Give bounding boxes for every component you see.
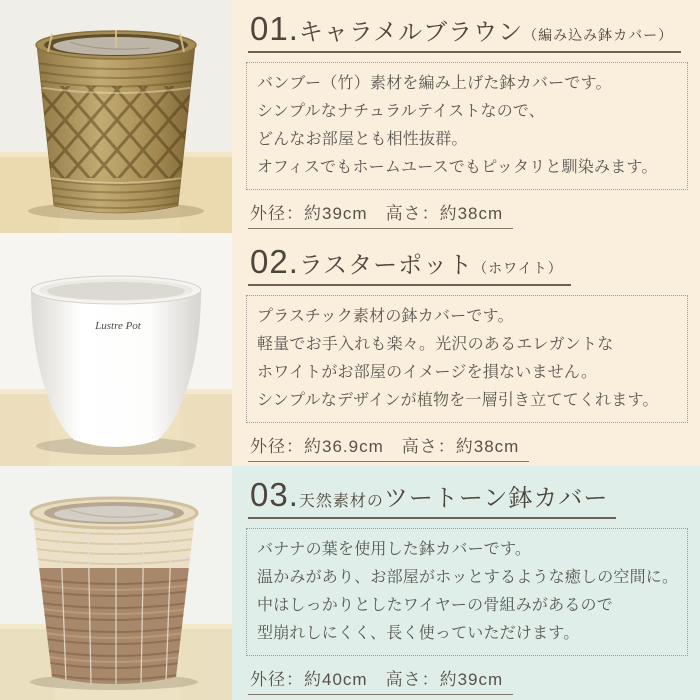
white-pot-illustration <box>0 233 232 466</box>
product-title-name: ツートーン鉢カバー <box>383 485 609 512</box>
description-line: 型崩れしにくく、長く使っていただけます。 <box>257 625 580 642</box>
description-line: 温かみがあり、お部屋がホッとするような癒しの空間に。 <box>257 569 679 586</box>
product-title-1 <box>248 10 681 53</box>
description-line: オフィスでもホームユースでもピッタリと馴染みます。 <box>257 159 658 176</box>
product-dimensions-3: 外径：約40cm 高さ：約39cm <box>248 665 513 695</box>
product-title-2 <box>248 243 571 286</box>
product-info-3 <box>232 466 700 700</box>
description-line: 軽量でお手入れも楽々。光沢のあるエレガントな <box>257 336 614 353</box>
product-section-3 <box>0 466 700 700</box>
description-line: シンプルなデザインが植物を一層引き立ててくれます。 <box>257 392 659 409</box>
two-tone-basket-illustration <box>0 466 232 700</box>
product-title-note: （編み込み鉢カバー） <box>523 27 674 43</box>
product-title-prefix: 天然素材の <box>298 493 384 510</box>
description-line: 中はしっかりとしたワイヤーの骨組みがあるので <box>257 597 613 614</box>
product-number: 03. <box>250 476 299 513</box>
description-line: バナナの葉を使用した鉢カバーです。 <box>257 541 532 558</box>
product-photo-white-lustre-pot <box>0 233 232 466</box>
product-info-1 <box>232 0 700 233</box>
product-dimensions-1: 外径：約39cm 高さ：約38cm <box>248 199 513 229</box>
pot-logo-text: Lustre Pot <box>95 320 141 332</box>
product-section-2 <box>0 233 700 466</box>
description-line: バンブー（竹）素材を編み上げた鉢カバーです。 <box>257 75 612 92</box>
product-photo-caramel-bamboo-basket <box>0 0 232 233</box>
description-line: シンプルなナチュラルテイストなので、 <box>257 103 546 120</box>
bamboo-basket-illustration <box>0 0 232 233</box>
product-number: 02. <box>250 243 299 280</box>
product-info-2 <box>232 233 700 466</box>
description-line: どんなお部屋とも相性抜群。 <box>257 131 468 148</box>
product-dimensions-2: 外径：約36.9cm 高さ：約38cm <box>248 432 529 462</box>
product-title-name: ラスターポット <box>298 252 474 279</box>
product-number: 01. <box>250 10 299 47</box>
product-section-1 <box>0 0 700 233</box>
product-title-note: （ホワイト） <box>473 260 563 276</box>
product-description-1 <box>246 62 688 190</box>
product-description-3 <box>246 528 688 656</box>
product-title-3 <box>248 476 616 519</box>
description-line: ホワイトがお部屋のイメージを損ないません。 <box>257 364 598 381</box>
product-photo-two-tone-basket <box>0 466 232 700</box>
product-description-2 <box>246 295 688 423</box>
product-title-name: キャラメルブラウン <box>298 19 524 46</box>
description-line: プラスチック素材の鉢カバーです。 <box>257 308 514 325</box>
